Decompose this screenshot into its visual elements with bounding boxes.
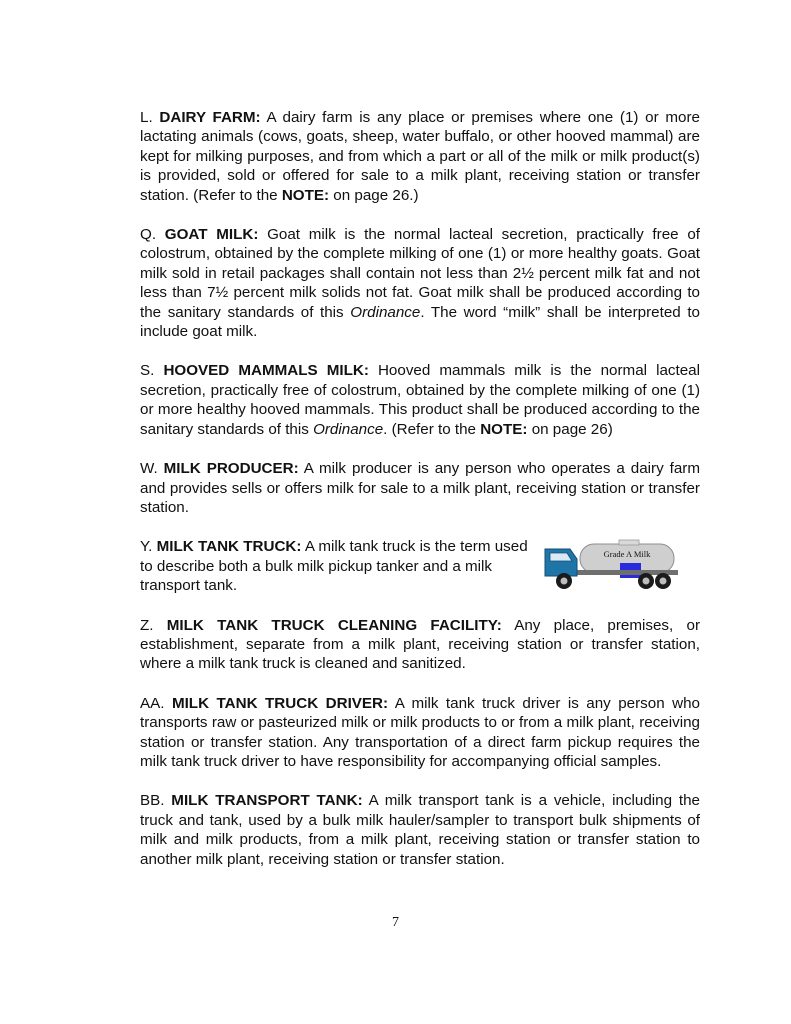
definition-term: MILK TANK TRUCK CLEANING FACILITY: [166, 616, 502, 634]
page-number: 7 [392, 915, 399, 930]
definition-text: Goat milk is the normal lacteal secretion, practically free of colostrum, obtained by the complete milking of one (1) or more healthy goats. Goat milk sold in retail packages shall contain not less than 2½ percent milk fat and not less than 7½ percent milk solids not fat. Goat milk shall be produced according to the sanitary standards of this [140, 226, 700, 321]
definition-milk-tank-truck-driver [140, 694, 700, 772]
definition-prefix: Y. [140, 538, 157, 556]
definition-prefix: W. [140, 460, 164, 478]
definition-text-middle: . (Refer to the [383, 420, 481, 438]
definition-term: DAIRY FARM: [159, 109, 261, 126]
definition-text: A milk producer is any person who operates a dairy farm and provides sells or offers milk for sale to a milk plant, receiving station or transfer station. [140, 460, 700, 516]
definition-goat-milk [140, 225, 700, 341]
definition-milk-transport-tank [140, 791, 700, 869]
definition-prefix: Z. [140, 616, 167, 634]
definition-text: A dairy farm is any place or premises where one (1) or more lactating animals (cows, goats, sheep, water buffalo, or other hooved mammal) are kept for milking purposes, and from which a part or all of the milk or milk product(s) is provided, sold or offered for sale to a milk plant, receiving station or transfer station. (Refer to the [140, 109, 701, 204]
definition-milk-tank-truck [140, 537, 700, 595]
definition-text: A milk tank truck is the term used to describe both a bulk milk pickup tanker and a milk transport tank. [140, 538, 528, 595]
note-reference: NOTE: [281, 186, 330, 204]
definition-milk-tank-truck-cleaning-facility [140, 616, 700, 674]
definition-dairy-farm [140, 108, 700, 205]
definition-term: MILK TRANSPORT TANK: [171, 792, 363, 810]
definition-text: Hooved mammals milk is the normal lacteal secretion, practically free of colostrum, obtained by the complete milking of one (1) or more healthy hooved mammals. This product shall be produced according to the sanitary standards of this [140, 362, 700, 438]
note-reference: NOTE: [480, 420, 528, 438]
ordinance-italic: Ordinance [313, 420, 384, 438]
definition-text-end: . The word “milk” shall be interpreted to include goat milk. [140, 303, 700, 341]
truck-tank-hatch [619, 540, 639, 545]
definition-prefix: S. [140, 362, 164, 380]
definition-term: MILK TANK TRUCK DRIVER: [171, 694, 389, 712]
definition-prefix: Q. [140, 226, 165, 244]
truck-label: Grade A Milk [603, 549, 651, 560]
definition-text-end: on page 26) [527, 420, 613, 438]
ordinance-italic: Ordinance [350, 303, 421, 321]
definition-text-end: on page 26.) [329, 186, 419, 204]
truck-rear-hub-1 [643, 578, 650, 585]
definition-prefix: BB. [140, 792, 172, 810]
truck-front-hub [561, 578, 568, 585]
definition-hooved-mammals-milk [140, 361, 700, 439]
definition-term: HOOVED MAMMALS MILK: [163, 362, 369, 380]
definition-prefix: L. [140, 109, 160, 126]
definition-milk-producer [140, 459, 700, 517]
definition-text: A milk tank truck driver is any person who transports raw or pasteurized milk or milk products to or from a milk plant, receiving station or transfer station. Any transportation of a direct farm pickup requires the milk tank truck driver to have responsibility for accompanying official samples. [140, 694, 700, 770]
definition-text: Any place, premises, or establishment, separate from a milk plant, receiving station or transfer station, where a milk tank truck is cleaned and sanitized. [140, 616, 701, 673]
definition-text: A milk transport tank is a vehicle, including the truck and tank, used by a bulk milk hauler/sampler to transport bulk shipments of milk and milk products, from a milk plant, receiving station or transfer station to another milk plant, receiving station or transfer station. [140, 792, 700, 868]
definitions-list [140, 108, 700, 889]
definition-term: MILK TANK TRUCK: [156, 538, 302, 556]
definition-term: GOAT MILK: [164, 226, 259, 244]
truck-rear-hub-2 [660, 578, 667, 585]
definition-term: MILK PRODUCER: [163, 460, 299, 478]
milk-tank-truck-icon [542, 539, 680, 591]
definition-prefix: AA. [140, 694, 172, 712]
